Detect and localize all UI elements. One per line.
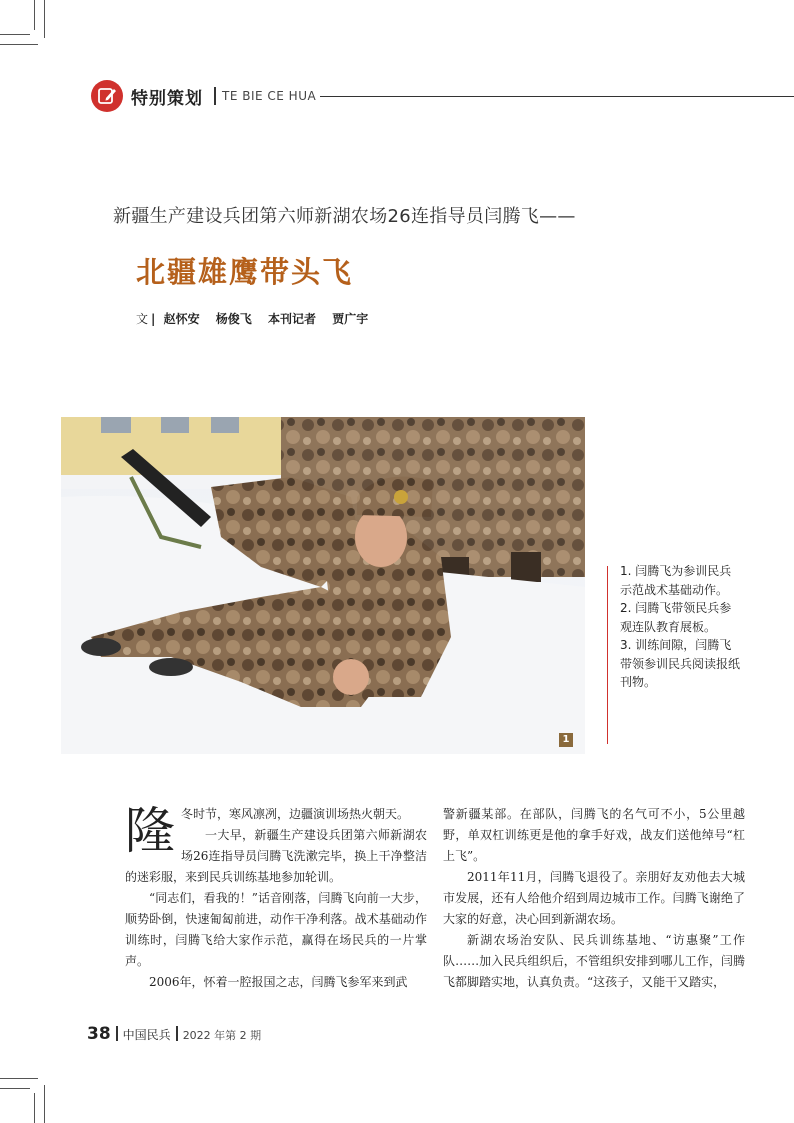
section-pinyin: TE BIE CE HUA (222, 89, 317, 103)
crop-mark-bl-h2 (0, 1088, 30, 1089)
photo-caption (620, 562, 740, 692)
issue-label: 2022 年第 2 期 (182, 1029, 262, 1042)
crop-mark-bl-v2 (34, 1093, 35, 1123)
body-paragraph: “同志们，看我的！”话音刚落，闫腾飞向前一大步，顺势卧倒，快速匍匐前进，动作干净利落。战术基础动作训练时，闫腾飞给大家作示范，赢得在场民兵的一片掌声。 (125, 891, 427, 968)
drop-cap: 隆 (125, 802, 175, 860)
section-badge (91, 80, 123, 112)
paragraph-text: 冬时节，寒风凛冽，边疆演训场热火朝天。 (181, 807, 410, 821)
page-number: 38 (87, 1024, 111, 1044)
body-paragraph: 2011年11月，闫腾飞退役了。亲朋好友劝他去大城市发展，还有人给他介绍到周边城市工作。闫腾飞谢绝了大家的好意，决心回到新湖农场。 (443, 870, 745, 926)
author: 本刊记者 (268, 312, 317, 326)
caption-item: 2. 闫腾飞带领民兵参观连队教育展板。 (620, 601, 732, 634)
section-divider (214, 87, 216, 105)
body-paragraph: 一大早，新疆生产建设兵团第六师新湖农场26连指导员闫腾飞洗漱完毕，换上干净整洁的迷彩服，来到民兵训练基地参加轮训。 (125, 828, 427, 884)
crop-mark-tl-v (44, 0, 45, 38)
header-rule (320, 96, 794, 97)
body-column-1 (125, 804, 427, 993)
body-paragraph: 警新疆某部。在部队，闫腾飞的名气可不小，5公里越野，单双杠训练更是他的拿手好戏，战友们送他绰号“杠上飞”。 (443, 807, 745, 863)
page-footer (87, 1024, 261, 1044)
body-paragraph: 新湖农场治安队、民兵训练基地、“访惠聚”工作队……加入民兵组织后，不管组织安排到哪儿工作，闫腾飞都脚踏实地，认真负责。“这孩子，又能干又踏实， (443, 933, 745, 989)
photo-number-badge: 1 (559, 733, 573, 747)
article-photo (61, 417, 585, 754)
author: 赵怀安 (163, 312, 200, 326)
crop-mark-tl-v2 (34, 0, 35, 30)
author: 杨俊飞 (215, 312, 252, 326)
byline: 文 | 赵怀安 杨俊飞 本刊记者 贾广宇 (136, 312, 369, 326)
body-paragraph: 2006年，怀着一腔报国之志，闫腾飞参军来到武 (149, 975, 408, 989)
body-column-2 (443, 804, 745, 993)
article-title: 北疆雄鹰带头飞 (136, 255, 354, 289)
crop-mark-bl-h (0, 1078, 38, 1079)
caption-item: 1. 闫腾飞为参训民兵示范战术基础动作。 (620, 564, 732, 597)
crop-mark-bl-v (44, 1085, 45, 1123)
crop-mark-tl-h (0, 44, 38, 45)
byline-prefix: 文 (136, 312, 149, 326)
section-title: 特别策划 (131, 89, 203, 109)
caption-item: 3. 训练间隙，闫腾飞带领参训民兵阅读报纸刊物。 (620, 638, 741, 689)
crop-mark-tl-h2 (0, 34, 30, 35)
magazine-name: 中国民兵 (122, 1028, 171, 1042)
author: 贾广宇 (332, 312, 369, 326)
article-subtitle: 新疆生产建设兵团第六师新湖农场26连指导员闫腾飞—— (113, 206, 576, 227)
caption-rule (607, 566, 608, 744)
edit-icon (97, 86, 117, 106)
